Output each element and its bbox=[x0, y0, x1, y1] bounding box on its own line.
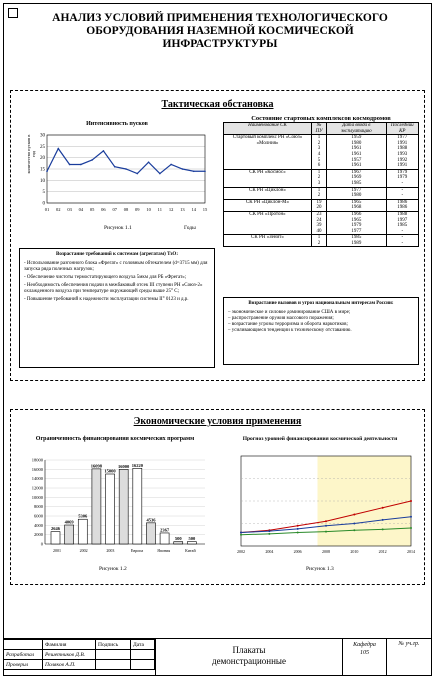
figure-1-1 bbox=[19, 121, 215, 231]
x-tick-label: 2002 bbox=[79, 548, 88, 553]
x-tick-label: Китай bbox=[185, 548, 196, 553]
forecast-point bbox=[297, 532, 299, 534]
y-tick-label: 18000 bbox=[31, 457, 43, 463]
threats-box bbox=[223, 297, 419, 365]
x-tick-label: 09 bbox=[135, 207, 140, 212]
forecast-point bbox=[353, 529, 355, 531]
launch-intensity-chart bbox=[31, 131, 211, 219]
table-cell-kr: 1988 1997 1985 - bbox=[386, 211, 418, 234]
table-cell-pu: 19 20 bbox=[311, 199, 326, 211]
data-point bbox=[170, 164, 172, 166]
doc-title-line-2: демонстрационные bbox=[212, 656, 286, 666]
table-row bbox=[224, 169, 419, 187]
stamp-group: № уч.гр. bbox=[398, 641, 420, 647]
y-tick-label: 2000 bbox=[34, 532, 43, 538]
requirement-item: - Обеспечение чистоты термостатирующего воздуха 5мкм для РБ «Фрегат»; bbox=[24, 275, 187, 280]
stamp-col-date: Дата bbox=[131, 640, 155, 650]
requirements-box bbox=[19, 248, 215, 368]
forecast-point bbox=[410, 500, 412, 502]
data-point bbox=[69, 164, 71, 166]
bar bbox=[133, 468, 142, 544]
launch-complex-table bbox=[223, 122, 419, 247]
table-cell-date: 1985 1989 bbox=[327, 235, 386, 247]
dept-value: 105 bbox=[360, 650, 369, 656]
x-tick-label: 13 bbox=[180, 207, 185, 212]
figure-1-3 bbox=[221, 436, 419, 576]
x-tick-label: 10 bbox=[146, 207, 151, 212]
data-point bbox=[125, 168, 127, 170]
y-tick-label: 15 bbox=[40, 167, 45, 173]
data-point bbox=[148, 161, 150, 163]
table-cell-kr: - - bbox=[386, 187, 418, 199]
table-title: Состояние стартовых комплексов космодромов bbox=[251, 115, 391, 122]
bar-label: 500 bbox=[174, 536, 182, 542]
bar-label: 16220 bbox=[131, 462, 143, 468]
forecast-point bbox=[353, 523, 355, 525]
x-tick-label: 2010 bbox=[350, 549, 359, 554]
tactical-panel bbox=[10, 90, 425, 381]
forecast-point bbox=[240, 534, 242, 536]
forecast-point bbox=[297, 525, 299, 527]
stamp-row1-name: Решетников Д.В. bbox=[43, 650, 96, 660]
y-tick-label: 0 bbox=[42, 201, 45, 207]
bar-label: 500 bbox=[188, 536, 196, 542]
forecast-point bbox=[353, 514, 355, 516]
bar bbox=[187, 542, 196, 544]
table-cell-pu: 1 2 bbox=[311, 187, 326, 199]
forecast-point bbox=[410, 516, 412, 518]
figure-1-2 bbox=[19, 436, 211, 576]
x-tick-label: Япония bbox=[157, 548, 171, 553]
table-row bbox=[224, 135, 419, 170]
x-tick-label: 2012 bbox=[378, 549, 387, 554]
x-tick-label: 2014 bbox=[407, 549, 415, 554]
bar-label: 15000 bbox=[104, 468, 116, 474]
y-tick-label: 10000 bbox=[31, 494, 43, 500]
requirement-item: - Необходимость обеспечения подачи в межбаковый отсек III ступени РН «Союз-2» охлажденного воздуха при температуре окружающей среды выше 25° С; bbox=[24, 283, 203, 294]
y-tick-label: 10 bbox=[40, 178, 45, 184]
stamp-row2-name: Поляков А.П. bbox=[43, 660, 96, 670]
table-row bbox=[224, 199, 419, 211]
y-tick-label: 8000 bbox=[34, 504, 43, 510]
stamp-signatures bbox=[3, 639, 155, 670]
bar bbox=[78, 519, 87, 544]
threat-item: – усиливающиеся тенденции к техническому отставанию. bbox=[228, 328, 352, 333]
forecast-point bbox=[325, 525, 327, 527]
forecast-point bbox=[410, 527, 412, 529]
table-row bbox=[224, 187, 419, 199]
title-line-2: ОБОРУДОВАНИЯ НАЗЕМНОЙ КОСМИЧЕСКОЙ ИНФРАСТРУКТУРЫ bbox=[86, 25, 354, 50]
threats-title: Возрастание вызовов и угроз национальным интересам России: bbox=[248, 301, 394, 306]
x-tick-label: 15 bbox=[202, 207, 208, 212]
table-cell-kr: 1986 1986 bbox=[386, 199, 418, 211]
forecast-point bbox=[382, 507, 384, 509]
table-cell-name: СК РН «Циклон» bbox=[224, 187, 312, 199]
table-cell-name: СК РН «Циклон-М» bbox=[224, 199, 312, 211]
table-cell-date: 1959 1980 1961 1961 1957 1961 bbox=[327, 135, 386, 170]
dept-label: Кафедра bbox=[353, 642, 376, 648]
bar-label: 2646 bbox=[51, 526, 60, 532]
table-cell-kr: 1977 1991 1988 1993 1992 1991 bbox=[386, 135, 418, 170]
bar bbox=[51, 532, 60, 544]
table-header-cell: № ПУ bbox=[311, 123, 326, 135]
funding-bar-chart bbox=[19, 456, 211, 564]
threat-item: – экономическое и силовое доминирование США в мире; bbox=[228, 310, 351, 315]
threat-item: – распространение оружия массового поражения; bbox=[228, 316, 334, 321]
x-tick-label: 11 bbox=[157, 207, 163, 212]
table-cell-date: 1977 1980 bbox=[327, 187, 386, 199]
table-cell-pu: 1 2 3 4 5 6 bbox=[311, 135, 326, 170]
y-tick-label: 14000 bbox=[31, 476, 43, 482]
table-header-cell: Наименование СК bbox=[224, 123, 312, 135]
forecast-point bbox=[240, 532, 242, 534]
x-tick-label: 02 bbox=[56, 207, 61, 212]
bar-label: 2367 bbox=[160, 527, 170, 533]
forecast-point bbox=[325, 531, 327, 533]
table-row bbox=[224, 211, 419, 234]
data-point bbox=[159, 173, 161, 175]
bar-label: 16098 bbox=[90, 463, 103, 469]
x-tick-label: 2003 bbox=[106, 548, 115, 553]
figure1-title: Интенсивность пусков bbox=[86, 121, 148, 127]
y-tick-label: 30 bbox=[40, 133, 45, 139]
bar bbox=[119, 469, 128, 544]
bar bbox=[92, 469, 101, 544]
data-point bbox=[136, 173, 138, 175]
poster-title bbox=[30, 12, 410, 51]
forecast-point bbox=[297, 528, 299, 530]
corner-mark bbox=[8, 8, 18, 18]
launch-complex-table-block bbox=[223, 115, 419, 247]
x-tick-label: 01 bbox=[44, 207, 50, 212]
bar bbox=[160, 533, 169, 544]
table-header-cell: Последний КР bbox=[386, 123, 418, 135]
bar-label: 4536 bbox=[146, 517, 156, 523]
table-cell-kr: 1979 1979 - bbox=[386, 169, 418, 187]
data-point bbox=[91, 159, 93, 161]
x-tick-label: 04 bbox=[78, 207, 84, 212]
requirements-title: Возрастание требований к системам (агрегатам) ТзО: bbox=[56, 252, 178, 257]
forecast-point bbox=[382, 528, 384, 530]
table-cell-date: 1966 1965 1979 1977 bbox=[327, 211, 386, 234]
tactical-heading: Тактическая обстановка bbox=[161, 99, 274, 110]
y-tick-label: 6000 bbox=[34, 513, 43, 519]
x-tick-label: 07 bbox=[112, 207, 117, 212]
data-point bbox=[57, 148, 59, 150]
highlight-zone bbox=[318, 456, 412, 546]
figure1-caption: Рисунок 1.1 bbox=[104, 225, 132, 231]
table-cell-name: СК РН «Зенит» bbox=[224, 235, 312, 247]
title-line-1: АНАЛИЗ УСЛОВИЙ ПРИМЕНЕНИЯ ТЕХНОЛОГИЧЕСКОГО bbox=[52, 12, 388, 24]
table-cell-date: 1965 1968 bbox=[327, 199, 386, 211]
figure3-title: Прогноз уровней финансирования космической деятельности bbox=[242, 436, 398, 442]
table-cell-kr: - - bbox=[386, 235, 418, 247]
figure1-xunit: Годы bbox=[184, 225, 196, 231]
forecast-point bbox=[382, 519, 384, 521]
requirements-list bbox=[24, 261, 210, 303]
y-tick-label: 4000 bbox=[34, 522, 43, 528]
threats-list bbox=[228, 310, 414, 334]
x-tick-label: 03 bbox=[67, 207, 72, 212]
table-cell-date: 1967 1969 1985 bbox=[327, 169, 386, 187]
stamp-row1-role: Разработал bbox=[4, 650, 43, 660]
threat-item: – возрастание угрозы терроризма и оборота наркотиков; bbox=[228, 322, 348, 327]
economic-heading: Экономические условия применения bbox=[133, 416, 302, 427]
stamp-col-signature: Подпись bbox=[96, 640, 131, 650]
data-point bbox=[46, 170, 48, 172]
table-cell-name: СК РН «Космос» bbox=[224, 169, 312, 187]
data-point bbox=[80, 164, 82, 166]
y-tick-label: 5 bbox=[42, 190, 45, 196]
y-tick-label: 25 bbox=[40, 144, 45, 150]
data-point bbox=[103, 150, 105, 152]
x-tick-label: 12 bbox=[168, 207, 174, 212]
figure3-caption: Рисунок 1.3 bbox=[306, 566, 334, 572]
x-tick-label: 14 bbox=[191, 207, 196, 212]
table-cell-name: Стартовый комплекс РН «Союз» «Молния» bbox=[224, 135, 312, 170]
table-cell-name: СК РН «Протон» bbox=[224, 211, 312, 234]
stamp-row2-role: Проверил bbox=[4, 660, 43, 670]
x-tick-label: 2004 bbox=[265, 549, 274, 554]
x-tick-label: 2008 bbox=[322, 549, 330, 554]
x-tick-label: 2001 bbox=[53, 548, 61, 553]
bar bbox=[146, 523, 155, 544]
doc-title-line-1: Плакаты bbox=[232, 645, 266, 655]
data-point bbox=[204, 170, 206, 172]
table-cell-pu: 1 2 3 bbox=[311, 169, 326, 187]
x-tick-label: 05 bbox=[89, 207, 95, 212]
table-row bbox=[224, 235, 419, 247]
table-header-cell: Дата ввода в эксплуатацию bbox=[327, 123, 386, 135]
bar-label: 5306 bbox=[78, 513, 88, 519]
stamp-doc-title bbox=[155, 639, 343, 676]
x-tick-label: Европа bbox=[130, 548, 144, 553]
table-cell-pu: 1 2 bbox=[311, 235, 326, 247]
requirement-item: - Повышение требований к надежности эксплуатации системы II° 0123 и д.р. bbox=[24, 297, 189, 302]
figure2-caption: Рисунок 1.2 bbox=[99, 566, 127, 572]
title-block bbox=[3, 638, 432, 676]
y-tick-label: 12000 bbox=[31, 485, 43, 491]
economic-panel bbox=[10, 409, 425, 585]
data-point bbox=[114, 166, 116, 168]
funding-forecast-chart bbox=[221, 450, 419, 562]
x-tick-label: 06 bbox=[101, 207, 106, 212]
bar bbox=[65, 525, 74, 544]
data-point bbox=[193, 170, 195, 172]
bar-label: 16000 bbox=[118, 463, 130, 469]
stamp-dept bbox=[343, 639, 387, 676]
bar bbox=[174, 542, 183, 544]
figure1-ylabel: количество пусков в год bbox=[26, 134, 36, 174]
forecast-point bbox=[325, 520, 327, 522]
table-cell-pu: 23 24 39 40 bbox=[311, 211, 326, 234]
y-tick-label: 16000 bbox=[31, 466, 43, 472]
data-point bbox=[182, 168, 184, 170]
forecast-point bbox=[268, 533, 270, 535]
x-tick-label: 2002 bbox=[237, 549, 245, 554]
bar-label: 4069 bbox=[64, 519, 74, 525]
y-tick-label: 20 bbox=[40, 156, 45, 162]
figure2-title: Ограниченность финансирования космических программ bbox=[35, 436, 195, 442]
forecast-point bbox=[268, 530, 270, 532]
stamp-col-surname: Фамилия bbox=[43, 640, 96, 650]
y-tick-label: 0 bbox=[40, 541, 43, 547]
bar bbox=[106, 474, 115, 544]
x-tick-label: 08 bbox=[123, 207, 129, 212]
x-tick-label: 2006 bbox=[293, 549, 302, 554]
requirement-item: - Использование разгонного блока «Фрегат» с головным обтекателем (d=3715 мм) для запуска ряда полезных нагрузок; bbox=[24, 261, 208, 272]
